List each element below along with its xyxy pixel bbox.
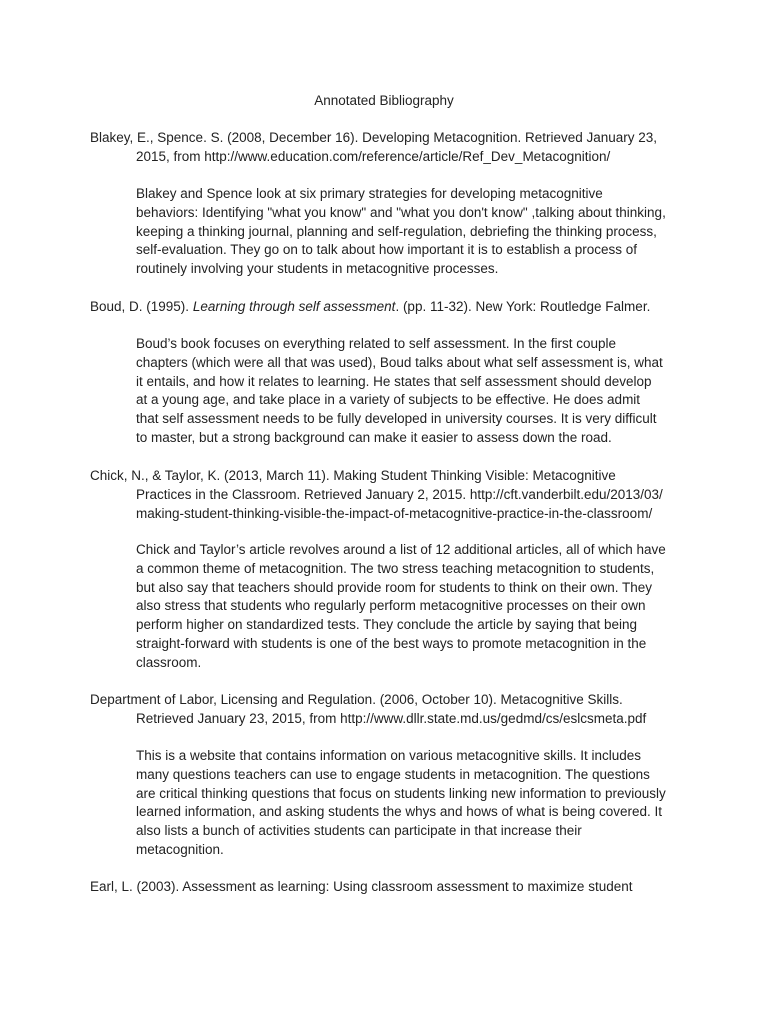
citation-book-title: Learning through self assessment (192, 299, 396, 314)
annotation-dllr (136, 747, 696, 860)
citation-earl (90, 878, 680, 897)
annotation-line: This is a website that contains information on various metacognitive skills. It includes (136, 748, 641, 763)
annotation-line: that self assessment needs to be fully developed in university courses. It is very difficult (136, 411, 657, 427)
annotation-line: also lists a bunch of activities students can participate in that increase their (136, 823, 582, 839)
citation-line: Retrieved January 23, 2015, from http://www.dllr.state.md.us/gedmd/cs/eslcsmeta.pdf (136, 710, 647, 726)
annotation-line: at a young age, and take place in a variety of subjects to be effective. He does admit (136, 392, 641, 408)
annotation-line: many questions teachers can use to engage students in metacognition. The questions (136, 766, 650, 782)
annotation-line: routinely involving your students in metacognitive processes. (136, 261, 499, 277)
citation-line: making-student-thinking-visible-the-impact-of-metacognitive-practice-in-the-classroom/ (136, 505, 653, 521)
citation-line: Department of Labor, Licensing and Regulation. (2006, October 10). Metacognitive Skills. (90, 692, 623, 707)
annotation-chick-taylor (136, 541, 696, 673)
citation-publisher: . (pp. 11-32). New York: Routledge Falmer. (395, 299, 651, 314)
annotation-boud (136, 335, 696, 448)
annotation-line: a common theme of metacognition. The two stress teaching metacognition to students, (136, 560, 655, 576)
annotation-line: straight-forward with students is one of the best ways to promote metacognition in the (136, 635, 647, 651)
citation-blakey (90, 129, 680, 167)
annotation-line: learned information, and asking students the whys and hows of what is being covered. It (136, 804, 663, 820)
annotation-blakey (136, 185, 696, 279)
page-title: Annotated Bibliography (314, 93, 454, 108)
citation-chick-taylor (90, 467, 680, 523)
annotation-line: behaviors: Identifying "what you know" and "what you don't know" ,talking about thinking, (136, 204, 666, 220)
annotation-line: it entails, and how it relates to learning. He states that self assessment should develop (136, 373, 652, 389)
citation-line: Earl, L. (2003). Assessment as learning: Using classroom assessment to maximize student (90, 879, 633, 894)
annotation-line: but also say that teachers should provide room for students to think on their own. They (136, 579, 653, 595)
annotation-line: metacognition. (136, 841, 224, 857)
citation-boud (90, 298, 680, 317)
annotation-line: chapters (which were all that was used), Boud talks about what self assessment is, what (136, 354, 663, 370)
annotation-line: Boud’s book focuses on everything related to self assessment. In the first couple (136, 336, 617, 351)
citation-line (90, 298, 680, 317)
citation-line: 2015, from http://www.education.com/reference/article/Ref_Dev_Metacognition/ (136, 148, 611, 164)
annotation-line: are critical thinking questions that focus on students linking new information to previously (136, 785, 666, 801)
annotation-line: self-evaluation. They go on to talk about how important it is to establish a process of (136, 242, 638, 258)
annotation-line: Chick and Taylor’s article revolves around a list of 12 additional articles, all of which have (136, 542, 666, 557)
annotation-line: perform higher on standardized tests. They conclude the article by saying that being (136, 617, 638, 633)
annotation-line: classroom. (136, 654, 202, 670)
annotation-line: also stress that students who regularly perform metacognitive processes on their own (136, 598, 646, 614)
citation-line: Blakey, E., Spence. S. (2008, December 16). Developing Metacognition. Retrieved January 23, (90, 130, 658, 145)
citation-author-year: Boud, D. (1995). (90, 299, 193, 314)
annotation-line: to master, but a strong background can make it easier to assess down the road. (136, 429, 612, 445)
annotation-line: Blakey and Spence look at six primary strategies for developing metacognitive (136, 186, 603, 201)
citation-line: Chick, N., & Taylor, K. (2013, March 11). Making Student Thinking Visible: Metacognitive (90, 468, 616, 483)
citation-dllr (90, 691, 680, 729)
citation-line: Practices in the Classroom. Retrieved January 2, 2015. http://cft.vanderbilt.edu/2013/03/ (136, 486, 663, 502)
annotation-line: keeping a thinking journal, planning and self-regulation, debriefing the thinking process, (136, 223, 657, 239)
